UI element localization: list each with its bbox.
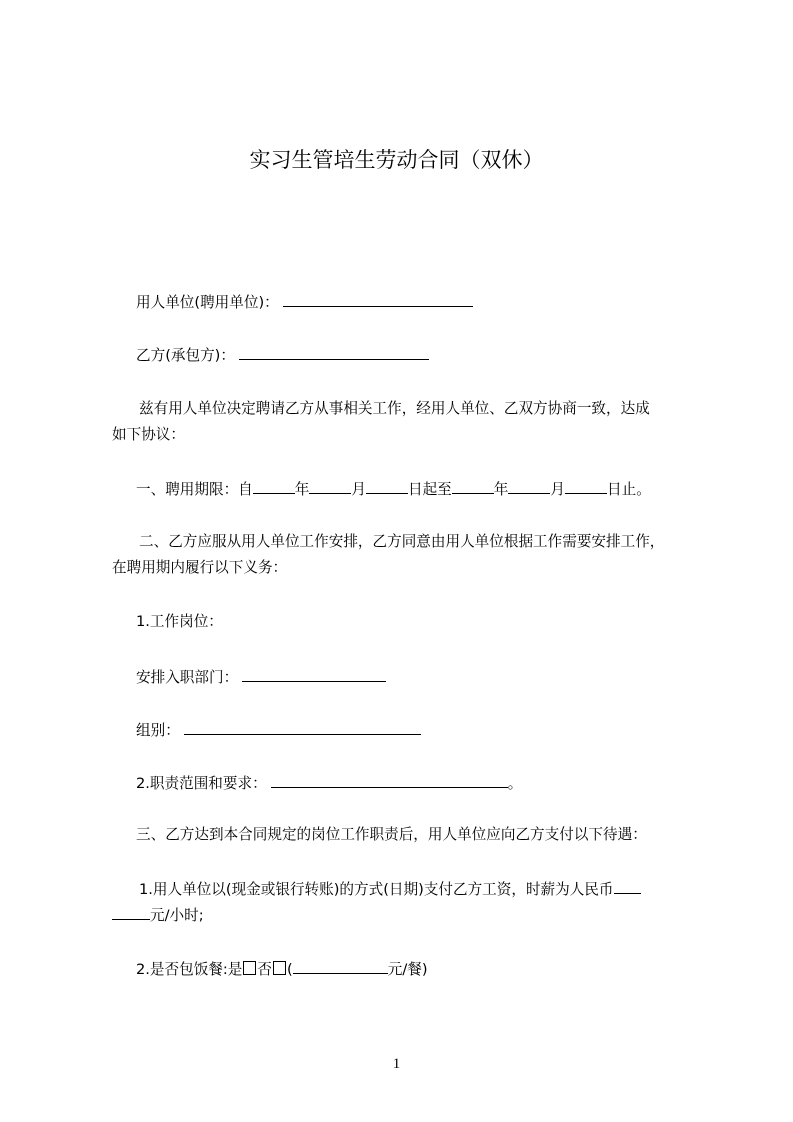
to-label: 日止。: [607, 481, 651, 498]
month-label: 月: [351, 481, 366, 498]
wage-line-1: [139, 879, 641, 899]
meal-no-label: 否: [257, 961, 273, 978]
wage-label: 1.用人单位以(现金或银行转账)的方式(日期)支付乙方工资，时薪为人民币: [139, 881, 614, 898]
employer-blank[interactable]: [283, 292, 473, 307]
document-title: 实习生管培生劳动合同（双休）: [249, 148, 544, 172]
meal-label: 2.是否包饭餐:是: [136, 961, 243, 978]
employer-label: 用人单位(聘用单位)：: [136, 294, 279, 311]
term-label: 一、聘用期限：自: [136, 481, 253, 498]
partyb-label: 乙方(承包方)：: [136, 347, 235, 364]
group-label: 组别：: [136, 722, 180, 739]
dept-label: 安排入职部门：: [136, 669, 239, 686]
year-label: 年: [294, 481, 310, 498]
wage-line-2: [112, 905, 204, 925]
end-year-blank[interactable]: [452, 479, 494, 494]
end-month-blank[interactable]: [508, 479, 550, 494]
intro-line-2: 如下协议：: [112, 426, 185, 443]
meal-yes-checkbox[interactable]: [243, 961, 256, 975]
wage-blank[interactable]: [614, 879, 641, 894]
start-month-blank[interactable]: [309, 479, 351, 494]
start-day-blank[interactable]: [366, 479, 408, 494]
pay-heading: 三、乙方达到本合同规定的岗位工作职责后，用人单位应向乙方支付以下待遇：: [136, 826, 647, 843]
dept-blank[interactable]: [242, 667, 386, 682]
scope-line: [136, 773, 522, 793]
meal-no-checkbox[interactable]: [273, 961, 286, 975]
page-number: 1: [392, 1056, 401, 1072]
year-label: 年: [493, 481, 509, 498]
meal-line: [136, 959, 428, 979]
dept-line: [136, 667, 386, 687]
end-day-blank[interactable]: [565, 479, 607, 494]
employer-line: [136, 292, 473, 312]
intro-line-1: 兹有用人单位决定聘请乙方从事相关工作，经用人单位、乙双方协商一致，达成: [139, 400, 650, 417]
group-blank[interactable]: [184, 720, 421, 735]
wage-blank-cont[interactable]: [112, 905, 150, 920]
start-year-blank[interactable]: [253, 479, 295, 494]
wage-unit: 元/小时;: [150, 907, 204, 924]
scope-blank[interactable]: [271, 773, 508, 788]
meal-price-blank[interactable]: [293, 959, 388, 974]
meal-paren: (: [287, 961, 293, 978]
duty-line-1: 二、乙方应服从用人单位工作安排，乙方同意由用人单位根据工作需要安排工作，: [139, 533, 665, 550]
post-line: 1.工作岗位：: [136, 613, 223, 630]
partyb-line: [136, 345, 429, 365]
partyb-blank[interactable]: [239, 345, 429, 360]
month-label: 月: [550, 481, 565, 498]
group-line: [136, 720, 421, 740]
from-label: 日起至: [407, 481, 452, 498]
scope-label: 2.职责范围和要求：: [136, 775, 267, 792]
term-line: [136, 479, 651, 499]
scope-end: 。: [507, 775, 523, 792]
meal-unit: 元/餐): [387, 961, 428, 978]
duty-line-2: 在聘用期内履行以下义务：: [112, 559, 288, 576]
